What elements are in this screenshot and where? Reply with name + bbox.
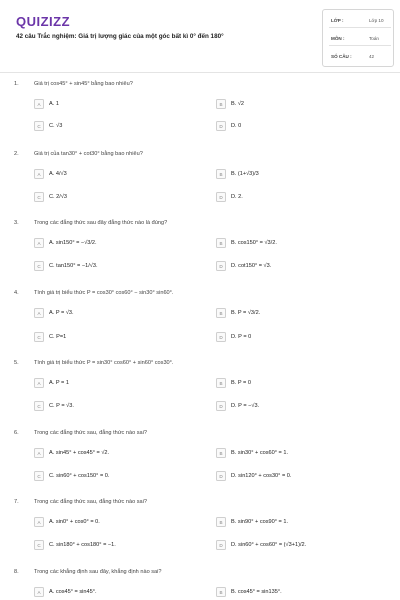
option-letter: A bbox=[34, 308, 44, 318]
quizizz-logo: QUIZIZZ bbox=[16, 14, 71, 29]
question-text: Trong các đẳng thức sau, đẳng thức nào sai? bbox=[34, 430, 148, 436]
option-a[interactable] bbox=[34, 448, 184, 460]
option-c[interactable] bbox=[34, 332, 184, 344]
option-d[interactable] bbox=[216, 401, 366, 413]
option-c[interactable] bbox=[34, 261, 184, 273]
meta-value: Lớp 10 bbox=[369, 18, 384, 23]
option-letter: D bbox=[216, 332, 226, 342]
option-letter: A bbox=[34, 587, 44, 597]
question-number: 8. bbox=[14, 569, 19, 575]
question-text: Giá trị cos45° + sin45° bằng bao nhiêu? bbox=[34, 81, 133, 87]
option-d[interactable] bbox=[216, 192, 366, 204]
option-letter: D bbox=[216, 540, 226, 550]
option-text: A. 4/√3 bbox=[49, 170, 67, 177]
option-b[interactable] bbox=[216, 587, 366, 599]
option-text: C. sin180° + cos180° = −1. bbox=[49, 541, 116, 548]
option-letter: A bbox=[34, 99, 44, 109]
question-text: Trong các đẳng thức sau, đẳng thức nào sai? bbox=[34, 499, 148, 505]
option-text: A. sin0° + cos0° = 0. bbox=[49, 518, 100, 525]
option-letter: A bbox=[34, 517, 44, 527]
question-number: 3. bbox=[14, 220, 19, 226]
meta-row-count bbox=[329, 48, 391, 63]
question-text: Giá trị của tan30° + cot30° bằng bao nhiêu? bbox=[34, 151, 143, 157]
option-letter: B bbox=[216, 448, 226, 458]
option-letter: C bbox=[34, 332, 44, 342]
option-b[interactable] bbox=[216, 448, 366, 460]
option-text: A. sin150° = −√3/2. bbox=[49, 239, 97, 246]
option-letter: B bbox=[216, 517, 226, 527]
option-letter: B bbox=[216, 587, 226, 597]
option-letter: D bbox=[216, 471, 226, 481]
option-text: C. √3 bbox=[49, 122, 63, 129]
option-letter: C bbox=[34, 121, 44, 131]
question-number: 2. bbox=[14, 151, 19, 157]
option-d[interactable] bbox=[216, 471, 366, 483]
option-text: C. 2/√3 bbox=[49, 193, 67, 200]
option-letter: D bbox=[216, 261, 226, 271]
option-a[interactable] bbox=[34, 587, 184, 599]
option-c[interactable] bbox=[34, 192, 184, 204]
meta-label: SỐ CÂU : bbox=[331, 54, 352, 59]
question-number: 4. bbox=[14, 290, 19, 296]
option-text: D. sin120° + cos30° = 0. bbox=[231, 472, 292, 479]
question-number: 7. bbox=[14, 499, 19, 505]
option-c[interactable] bbox=[34, 471, 184, 483]
option-text: D. sin60° + cos60° = (√3+1)/2. bbox=[231, 541, 307, 548]
option-a[interactable] bbox=[34, 378, 184, 390]
option-letter: B bbox=[216, 308, 226, 318]
question-number: 6. bbox=[14, 430, 19, 436]
option-a[interactable] bbox=[34, 238, 184, 250]
question-text: Tính giá trị biểu thức P = sin30° cos60° + sin60° cos30°. bbox=[34, 360, 174, 366]
option-text: B. P = √3/2. bbox=[231, 309, 261, 316]
option-text: A. cos45° = sin45°. bbox=[49, 588, 97, 595]
option-letter: C bbox=[34, 192, 44, 202]
option-letter: A bbox=[34, 448, 44, 458]
option-text: D. 0 bbox=[231, 122, 242, 129]
question-text: Trong các đẳng thức sau đây đẳng thức nào là đúng? bbox=[34, 220, 168, 226]
meta-value: 42 bbox=[369, 54, 375, 59]
option-d[interactable] bbox=[216, 332, 366, 344]
meta-row-subject bbox=[329, 30, 391, 46]
option-text: B. P = 0 bbox=[231, 379, 251, 386]
option-letter: C bbox=[34, 540, 44, 550]
question-text: Trong các khẳng định sau đây, khẳng định nào sai? bbox=[34, 569, 162, 575]
option-letter: A bbox=[34, 378, 44, 388]
meta-info-box bbox=[322, 9, 394, 67]
option-text: D. P = −√3. bbox=[231, 402, 260, 409]
meta-row-class bbox=[329, 12, 391, 28]
option-text: B. sin90° + cos90° = 1. bbox=[231, 518, 289, 525]
option-text: B. √2 bbox=[231, 100, 245, 107]
option-d[interactable] bbox=[216, 261, 366, 273]
option-letter: D bbox=[216, 121, 226, 131]
option-letter: B bbox=[216, 99, 226, 109]
option-letter: C bbox=[34, 471, 44, 481]
page-title: 42 câu Trắc nghiệm: Giá trị lượng giác của một góc bất kì 0° đến 180° bbox=[16, 33, 224, 40]
option-text: C. P = √3. bbox=[49, 402, 74, 409]
option-text: B. (1+√3)/3 bbox=[231, 170, 259, 177]
option-letter: B bbox=[216, 238, 226, 248]
option-text: D. cot150° = √3. bbox=[231, 262, 272, 269]
option-text: C. P=1 bbox=[49, 333, 67, 340]
meta-label: LỚP : bbox=[331, 18, 344, 23]
option-letter: C bbox=[34, 261, 44, 271]
option-b[interactable] bbox=[216, 169, 366, 181]
option-text: B. cos45° = sin135°. bbox=[231, 588, 282, 595]
meta-value: Toán bbox=[369, 36, 379, 41]
option-text: C. sin60° + cos150° = 0. bbox=[49, 472, 110, 479]
option-a[interactable] bbox=[34, 517, 184, 529]
header-divider bbox=[0, 72, 400, 73]
option-letter: A bbox=[34, 238, 44, 248]
option-letter: A bbox=[34, 169, 44, 179]
option-a[interactable] bbox=[34, 169, 184, 181]
option-letter: C bbox=[34, 401, 44, 411]
option-text: A. P = 1 bbox=[49, 379, 69, 386]
option-text: C. tan150° = −1/√3. bbox=[49, 262, 98, 269]
option-b[interactable] bbox=[216, 99, 366, 111]
option-b[interactable] bbox=[216, 238, 366, 250]
option-text: D. P = 0 bbox=[231, 333, 252, 340]
option-a[interactable] bbox=[34, 99, 184, 111]
option-letter: D bbox=[216, 192, 226, 202]
option-text: B. sin30° + cos60° = 1. bbox=[231, 449, 289, 456]
option-d[interactable] bbox=[216, 121, 366, 133]
option-letter: D bbox=[216, 401, 226, 411]
option-b[interactable] bbox=[216, 517, 366, 529]
option-letter: B bbox=[216, 169, 226, 179]
option-text: A. P = √3. bbox=[49, 309, 74, 316]
option-text: A. sin45° + cos45° = √2. bbox=[49, 449, 110, 456]
question-number: 5. bbox=[14, 360, 19, 366]
question-number: 1. bbox=[14, 81, 19, 87]
option-text: B. cos150° = √3/2. bbox=[231, 239, 277, 246]
option-b[interactable] bbox=[216, 378, 366, 390]
meta-label: MÔN : bbox=[331, 36, 345, 41]
question-text: Tính giá trị biểu thức P = cos30° cos60° − sin30° sin60°. bbox=[34, 290, 174, 296]
document-header bbox=[0, 0, 400, 72]
option-a[interactable] bbox=[34, 308, 184, 320]
option-text: D. 2. bbox=[231, 193, 243, 200]
option-letter: B bbox=[216, 378, 226, 388]
option-d[interactable] bbox=[216, 540, 366, 552]
option-c[interactable] bbox=[34, 540, 184, 552]
option-text: A. 1 bbox=[49, 100, 59, 107]
option-b[interactable] bbox=[216, 308, 366, 320]
option-c[interactable] bbox=[34, 401, 184, 413]
option-c[interactable] bbox=[34, 121, 184, 133]
